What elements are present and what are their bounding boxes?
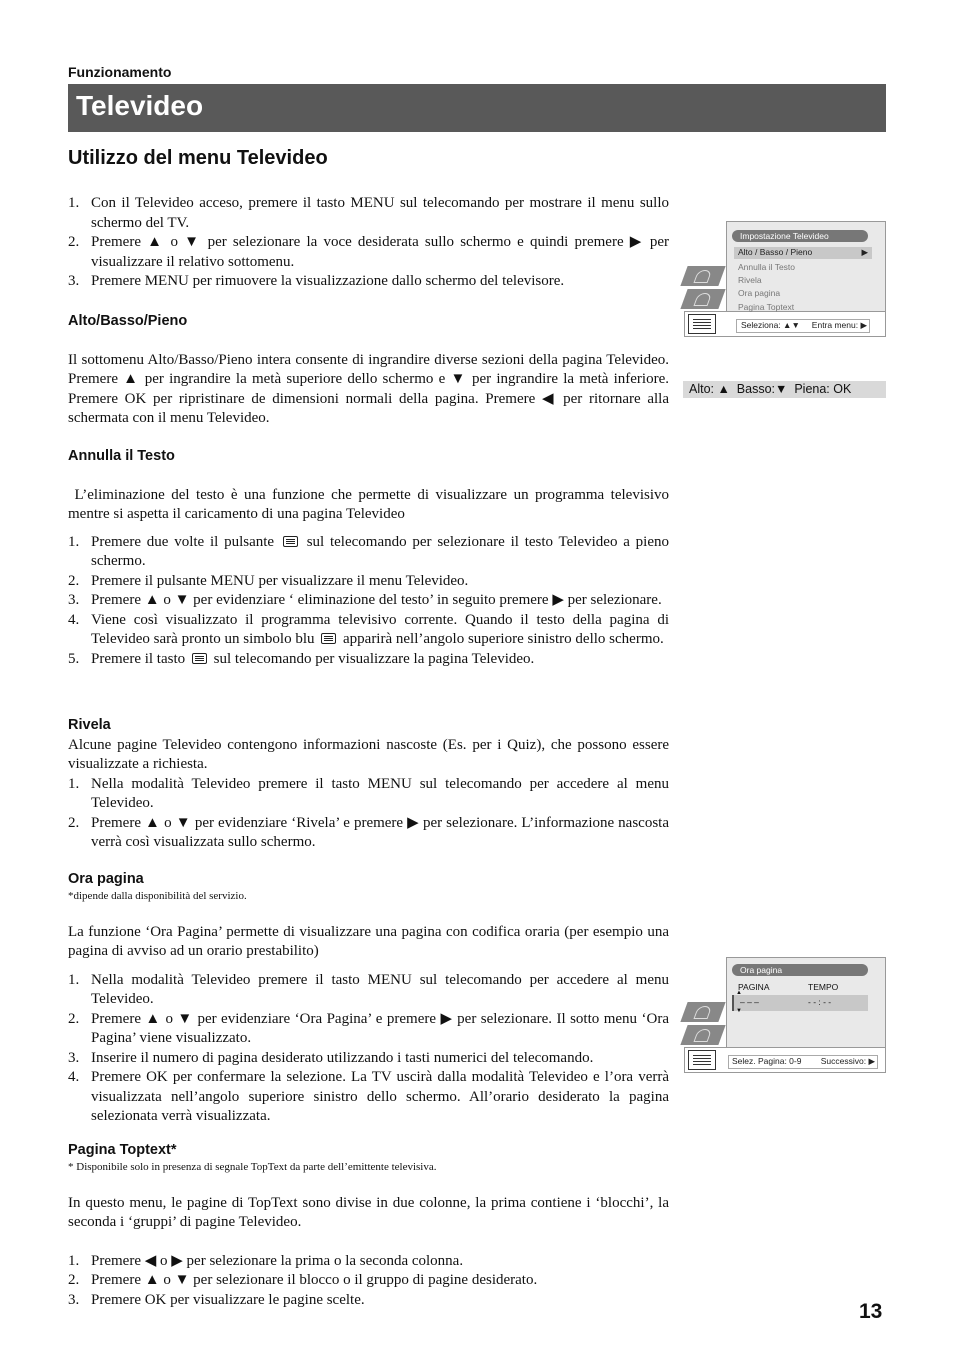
list-item: 4. Viene così visualizzato il programma televisivo corrente. Quando il testo della pagina di Televideo sarà pronto un simbolo blu apparirà nell’angolo superiore sinistro dello schermo. (68, 611, 669, 647)
music-side-icon (680, 1025, 725, 1045)
menu-item: Ora pagina (738, 288, 781, 298)
ora-note: *dipende dalla disponibilità del servizio. (68, 889, 247, 902)
intro-list (68, 194, 669, 292)
menu-item: Annulla il Testo (738, 262, 796, 272)
menu-item: Pagina Toptext (738, 302, 795, 312)
menu-item: Rivela (738, 275, 762, 285)
page-title: Televideo (76, 90, 204, 121)
annulla-intro: L’eliminazione del testo è una funzione che permette di visualizzare un programma televisivo mentre si aspetta il caricamento di una pagina Televideo (68, 486, 673, 522)
list-item: 3. Inserire il numero di pagina desiderato utilizzando i tasti numerici del telecomando. (68, 1049, 594, 1066)
ora-title: Ora pagina (732, 964, 868, 976)
list-item: 1. Premere due volte il pulsante sul telecomando per selezionare il testo Televideo a pieno schermo. (68, 533, 670, 569)
teletext-icon (688, 314, 716, 334)
alto-text: Il sottomenu Alto/Basso/Pieno intera consente di ingrandire diverse sezioni della pagina Televideo. Premere ▲ per ingrandire la metà superiore dello schermo e ▼ per ingrandire la metà inferiore. Premere OK per ripristinare de dimensioni normali della pagina. Premere ◀ per ritornare alla schermata con il menu Televideo. (68, 351, 669, 426)
ora-col-tempo: TEMPO (808, 982, 839, 992)
ora-section (68, 870, 669, 1127)
menu-selected-item: Alto / Basso / Pieno ▶ (734, 247, 872, 259)
ora-screen-illustration (680, 957, 886, 1075)
legend-strip: Alto: ▲ Basso:▼ Piena: OK (683, 381, 886, 398)
menu-screen-illustration (680, 221, 886, 339)
list-item: 3. Premere OK per visualizzare le pagine scelte. (68, 1291, 365, 1308)
tv-side-icon (680, 1002, 725, 1022)
down-arrow-icon: ▼ (736, 1008, 742, 1014)
ora-col-pagina: PAGINA (738, 982, 770, 992)
list-item: 2. Premere ▲ o ▼ per selezionare la voce desiderata sullo schermo e quindi premere ▶ per visualizzare il relativo sottomenu. (68, 234, 669, 270)
teletext-icon (688, 1050, 716, 1070)
list-item: 3. Premere ▲ o ▼ per evidenziare ‘ eliminazione del testo’ in seguito premere ▶ per selezionare. (68, 592, 662, 608)
list-item: 5. Premere il tasto sul telecomando per visualizzare la pagina Televideo. (68, 650, 535, 667)
list-item: 2. Premere ▲ o ▼ per evidenziare ‘Ora Pagina’ e premere ▶ per selezionare. Il sotto menu ‘Ora Pagina’ viene visualizzato. (68, 1010, 669, 1046)
ora-page-value: – – – (740, 997, 759, 1007)
page-subtitle: Utilizzo del menu Televideo (68, 147, 328, 169)
alto-heading: Alto/Basso/Pieno (68, 313, 188, 329)
ora-intro: La funzione ‘Ora Pagina’ permette di visualizzare una pagina con codifica oraria (per esempio una pagina di avviso ad un orario prestabilito) (68, 923, 669, 959)
toptext-note: * Disponibile solo in presenza di segnale TopText da parte dell’emittente televisiva. (68, 1160, 437, 1173)
up-arrow-icon: ▲ (736, 990, 742, 996)
rivela-list (68, 775, 669, 853)
toptext-section (68, 1141, 669, 1310)
ora-footer: Selez. Pagina: 0-9 Successivo: ▶ (728, 1055, 878, 1069)
toptext-heading: Pagina Toptext* (68, 1142, 177, 1158)
title-bar (68, 84, 886, 132)
teletext-icon (321, 633, 336, 644)
section-label: Funzionamento (68, 64, 172, 80)
list-item: 1. Con il Televideo acceso, premere il tasto MENU sul telecomando per mostrare il menu sullo schermo del TV. (68, 195, 669, 231)
right-arrow-icon: ▶ (861, 247, 868, 257)
menu-footer: Seleziona: ▲▼ Entra menu: ▶ (736, 319, 870, 333)
ora-heading: Ora pagina (68, 871, 144, 887)
list-item: 2. Premere ▲ o ▼ per evidenziare ‘Rivela’ e premere ▶ per selezionare. L’informazione nascosta verrà così visualizzata sullo schermo. (68, 814, 669, 850)
annulla-list (68, 533, 669, 670)
rivela-intro: Alcune pagine Televideo contengono informazioni nascoste (Es. per i Quiz), che possono essere visualizzate a richiesta. (68, 736, 669, 772)
ora-time-value: - - : - - (808, 997, 832, 1007)
rivela-section (68, 716, 669, 853)
list-item: 2. Premere ▲ o ▼ per selezionare il blocco o il gruppo di pagine desiderato. (68, 1272, 538, 1288)
teletext-icon (192, 653, 207, 664)
list-item: 1. Nella modalità Televideo premere il tasto MENU sul telecomando per accedere al menu Televideo. (68, 971, 669, 1007)
rivela-heading: Rivela (68, 717, 111, 733)
annulla-section (68, 447, 673, 669)
intro-section (68, 194, 669, 292)
ora-list (68, 971, 669, 1127)
menu-title: Impostazione Televideo (732, 230, 868, 242)
alto-section (68, 312, 669, 429)
toptext-list (68, 1252, 669, 1311)
list-item: 2. Premere il pulsante MENU per visualizzare il menu Televideo. (68, 572, 469, 589)
list-item: 1. Nella modalità Televideo premere il tasto MENU sul telecomando per accedere al menu Televideo. (68, 775, 669, 811)
page-number: 13 (859, 1300, 883, 1323)
list-item: 4. Premere OK per confermare la selezione. La TV uscirà dalla modalità Televideo e l’ora verrà visualizzata nell’angolo superiore sinistro dello schermo. All’orario desiderato la pagina selezionata verrà visualizzata. (68, 1069, 669, 1124)
music-side-icon (680, 289, 725, 309)
list-item: 3. Premere MENU per rimuovere la visualizzazione dallo schermo del televisore. (68, 273, 565, 289)
list-item: 1. Premere ◀ o ▶ per selezionare la prima o la seconda colonna. (68, 1252, 464, 1269)
toptext-intro: In questo menu, le pagine di TopText sono divise in due colonne, la prima contiene i ‘blocchi’, la seconda i ‘gruppi’ di pagine Televideo. (68, 1194, 669, 1230)
annulla-heading: Annulla il Testo (68, 448, 175, 464)
tv-side-icon (680, 266, 725, 286)
ora-cursor (732, 995, 734, 1011)
teletext-icon (283, 536, 298, 547)
